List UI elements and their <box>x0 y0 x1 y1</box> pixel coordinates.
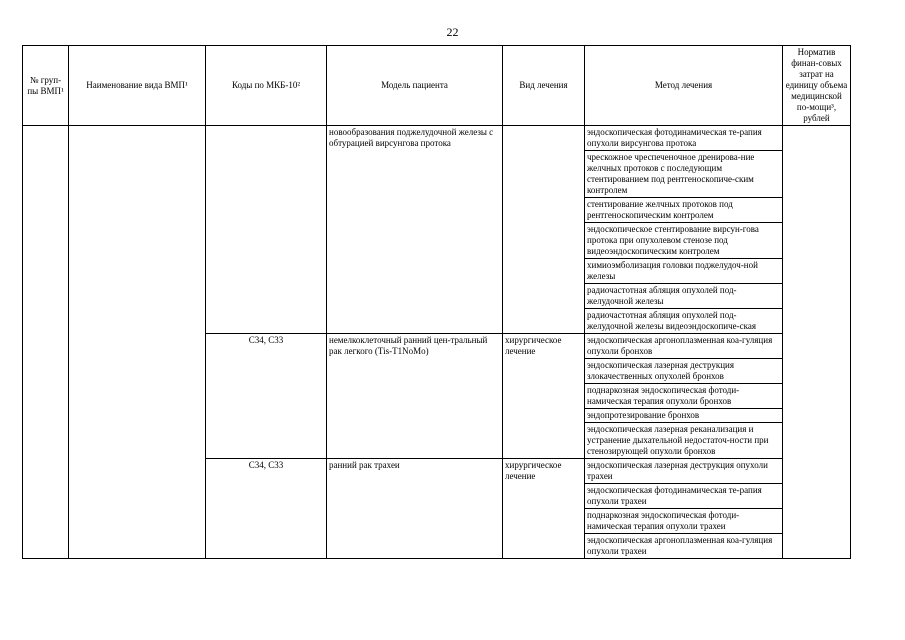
header-treatment-type: Вид лечения <box>503 46 585 126</box>
methods-cell <box>585 334 783 459</box>
codes-cell: C34, C33 <box>206 334 327 459</box>
method-item: эндоскопическая лазерная деструкция злокачественных опухолей бронхов <box>585 359 782 384</box>
norm-cell <box>783 126 851 559</box>
codes-cell <box>206 126 327 334</box>
table-row <box>23 126 851 334</box>
methods-cell <box>585 126 783 334</box>
method-item: эндоскопическая аргоноплазменная коа-гуляция опухоли бронхов <box>585 334 782 359</box>
method-item: эндоскопическая аргоноплазменная коа-гуляция опухоли трахеи <box>587 535 773 556</box>
treatment-cell: хирургическое лечение <box>503 334 585 459</box>
method-item: эндоскопическая фотодинамическая те-рапия опухоли вирсунгова протока <box>585 126 782 151</box>
method-item: эндоскопическая лазерная деструкция опухоли трахеи <box>585 459 782 484</box>
vmp-name-cell <box>69 126 206 559</box>
method-item: эндоскопическая фотодинамическая те-рапия опухоли трахеи <box>585 484 782 509</box>
method-item: радиочастотная абляция опухолей под-желудочной железы <box>585 284 782 309</box>
method-item: эндопротезирование бронхов <box>585 409 782 423</box>
methods-cell <box>585 459 783 559</box>
method-item: стентирование желчных протоков под рентгеноскопическим контролем <box>585 198 782 223</box>
method-item: поднаркозная эндоскопическая фотоди-намическая терапия опухоли трахеи <box>585 509 782 534</box>
page-number: 22 <box>446 25 459 39</box>
group-no-cell <box>23 126 69 559</box>
header-icd-codes: Коды по МКБ-10² <box>206 46 327 126</box>
method-item: химиоэмболизация головки поджелудоч-ной железы <box>585 259 782 284</box>
method-item: чрескожное чреспеченочное дренирова-ние желчных протоков с последующим стентированием под рентгеноскопиче-ским контролем <box>585 151 782 198</box>
model-cell: ранний рак трахеи <box>327 459 503 559</box>
header-group-no: № груп-пы ВМП¹ <box>23 46 69 126</box>
table-header-row <box>23 46 851 126</box>
treatment-cell <box>503 126 585 334</box>
model-cell: новообразования поджелудочной железы с обтурацией вирсунгова протока <box>327 126 503 334</box>
header-treatment-method: Метод лечения <box>585 46 783 126</box>
codes-cell: C34, C33 <box>206 459 327 559</box>
method-item: поднаркозная эндоскопическая фотоди-намическая терапия опухоли бронхов <box>585 384 782 409</box>
method-item: эндоскопическая лазерная реканализация и устранение дыхательной недостаточ-ности при стенозирующей опухоли бронхов <box>587 424 769 456</box>
header-vmp-name: Наименование вида ВМП¹ <box>69 46 206 126</box>
header-patient-model: Модель пациента <box>327 46 503 126</box>
header-norm: Норматив финан-совых затрат на единицу объема медицинской по-мощи³, рублей <box>783 46 851 126</box>
method-item: эндоскопическое стентирование вирсун-гова протока при опухолевом стенозе под видеоэндоскопическим контролем <box>585 223 782 259</box>
method-item: радиочастотная абляция опухолей под-желудочной железы видеоэндоскопиче-ская <box>587 310 756 331</box>
vmp-table <box>22 45 851 559</box>
model-cell: немелкоклеточный ранний цен-тральный рак легкого (Tis-T1NoMo) <box>327 334 503 459</box>
treatment-cell: хирургическое лечение <box>503 459 585 559</box>
